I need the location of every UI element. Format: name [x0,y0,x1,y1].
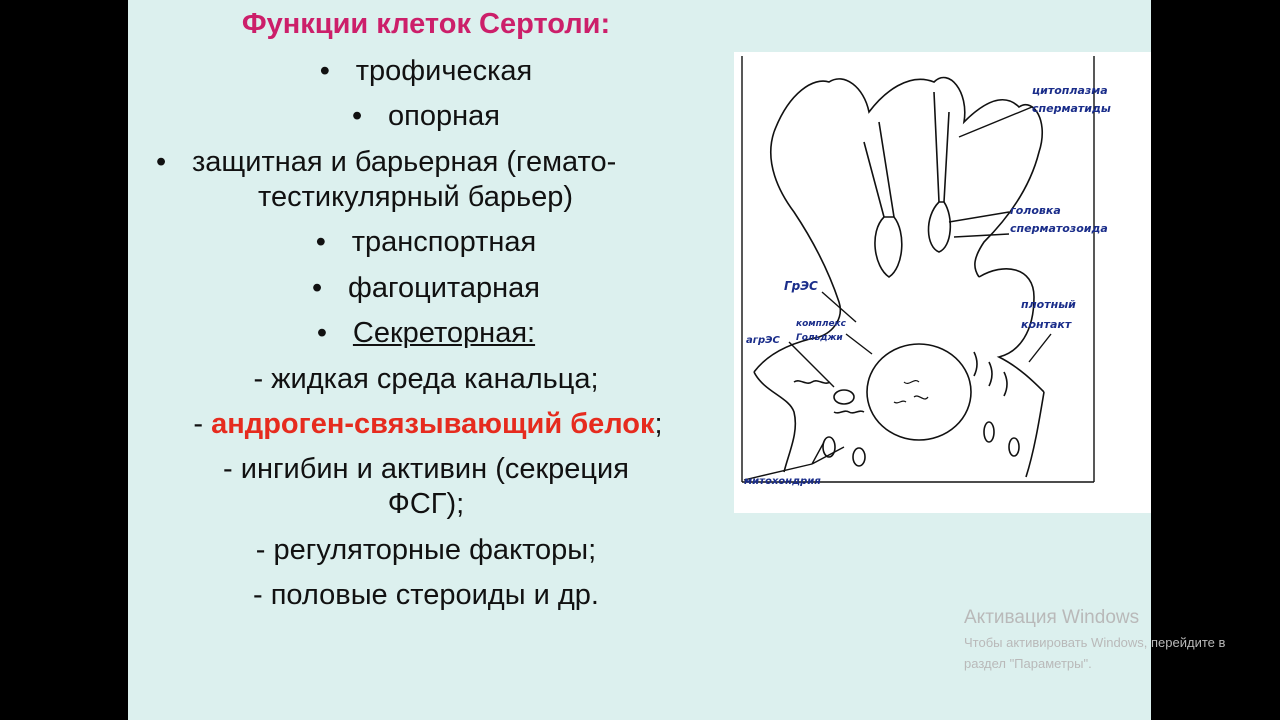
function-item [128,225,724,259]
label-rough-er: ГрЭС [784,279,818,293]
function-item [128,99,724,133]
function-item [128,316,724,350]
label-mitochondria: митохондрия [744,476,821,487]
secretory-item [128,407,728,441]
secretory-highlight: андроген-связывающий белок [211,408,655,440]
secretory-item: - ингибин и активин (секреция [223,453,629,485]
label-tight-junction: плотный [1021,298,1076,311]
label-golgi: комплекс [796,319,847,329]
function-item-continued: тестикулярный барьер) [258,181,574,213]
function-text: защитная и барьерная (гемато- [192,146,617,178]
secretory-suffix: ; [654,408,663,440]
function-text: фагоцитарная [348,272,540,304]
label-tight-junction: контакт [1021,318,1072,331]
bullet-icon: • [319,55,330,87]
bullet-icon: • [312,272,323,304]
label-golgi: Гольджи [796,333,843,343]
secretory-item: - половые стероиды и др. [253,579,599,611]
function-item [128,54,724,88]
secretory-item: - регуляторные факторы; [255,534,597,566]
label-cytoplasm: сперматиды [1032,102,1111,115]
secretory-item: - жидкая среда канальца; [253,363,599,395]
label-cytoplasm: цитоплазма [1032,84,1108,97]
windows-activation-line: Чтобы активировать Windows, перейдите в [964,635,1226,650]
label-sperm-head: сперматозоида [1010,222,1108,235]
function-text: опорная [388,100,500,132]
function-item [128,145,736,179]
function-text: трофическая [355,55,533,87]
windows-activation-title: Активация Windows [964,607,1140,628]
windows-activation-text [964,632,1276,674]
bullet-icon: • [352,100,363,132]
function-text: транспортная [351,226,537,258]
secretory-prefix: - [193,408,212,440]
bullet-icon: • [315,226,326,258]
secretory-item-continued: ФСГ); [387,488,465,520]
windows-activation-line: раздел "Параметры". [964,656,1092,671]
function-item [128,271,724,305]
bullet-icon: • [316,317,328,349]
bullet-icon: • [156,146,167,178]
sertoli-cell-diagram [734,52,1151,513]
slide-title: Функции клеток Сертоли: [241,8,611,40]
label-smooth-er: агрЭС [746,335,780,346]
function-text-secretory: Секреторная: [352,317,536,349]
label-sperm-head: головка [1010,204,1061,217]
